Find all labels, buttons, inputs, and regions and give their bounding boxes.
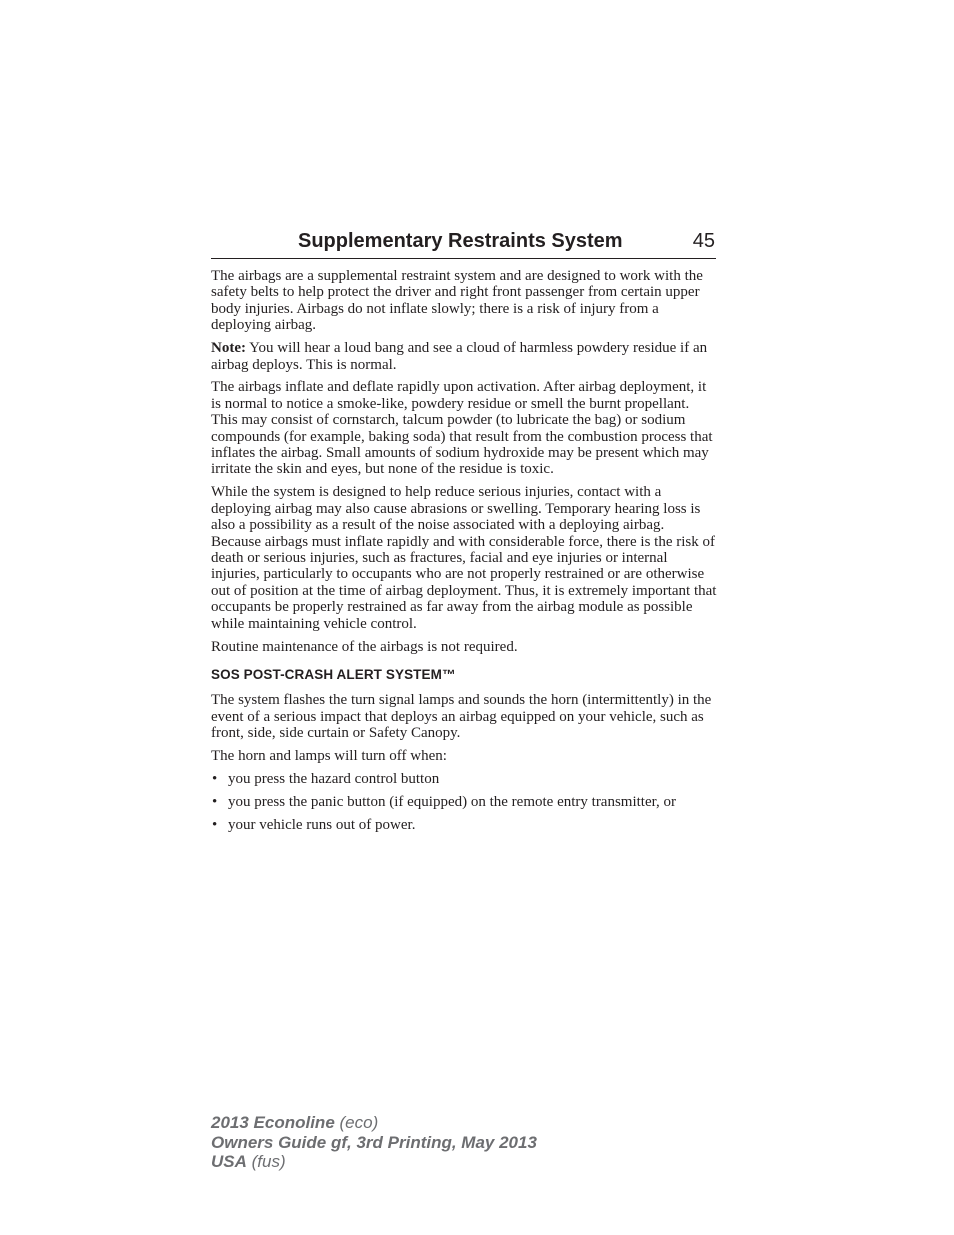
- bullet-icon: •: [212, 793, 218, 810]
- page-header: [211, 228, 716, 259]
- list-item-text: you press the panic button (if equipped) on the remote entry transmitter, or: [228, 793, 677, 810]
- paragraph-airbag-deployment: The airbags inflate and deflate rapidly upon activation. After airbag deployment, it is normal to notice a smoke-like, powdery residue or smell the burnt propellant. This may consist of cornstarch, talcum powder (to lubricate the bag) or sodium compounds (for example, baking soda) that result from the combustion process that inflates the airbag. Small amounts of sodium hydroxide may be present which may irritate the skin and eyes, but none of the residue is toxic.: [211, 379, 713, 478]
- footer-market-code: (fus): [246, 1152, 286, 1171]
- page-number: 45: [692, 230, 715, 252]
- sos-heading: SOS POST-CRASH ALERT SYSTEM™: [211, 666, 456, 682]
- paragraph-maintenance: Routine maintenance of the airbags is not required.: [211, 638, 518, 655]
- paragraph-sos-description: The system flashes the turn signal lamps and sounds the horn (intermittently) in the event of a serious impact that deploys an airbag equipped on your vehicle, such as front, side, side curtain or Safety Canopy.: [211, 692, 712, 742]
- paragraph-turn-off-intro: The horn and lamps will turn off when:: [211, 748, 447, 765]
- footer-guide-line: [211, 1133, 537, 1153]
- note-label: Note:: [211, 340, 246, 357]
- footer-model-code: (eco): [334, 1113, 379, 1132]
- footer-guide: Owners Guide gf, 3rd Printing, May 2013: [211, 1132, 537, 1152]
- note-text: You will hear a loud bang and see a cloud of harmless powdery residue if an airbag deploys. This is normal.: [211, 340, 708, 373]
- footer-market: USA: [211, 1152, 247, 1171]
- bullet-icon: •: [212, 816, 218, 833]
- list-item: [211, 817, 717, 833]
- list-item: [211, 771, 717, 787]
- list-item-text: you press the hazard control button: [228, 770, 440, 787]
- page-content: [211, 268, 717, 840]
- paragraph-note: [211, 340, 717, 373]
- bullet-icon: •: [212, 770, 218, 787]
- list-item: [211, 794, 717, 810]
- list-item-text: your vehicle runs out of power.: [228, 816, 416, 833]
- footer-model-line: [211, 1113, 537, 1133]
- section-title: Supplementary Restraints System: [298, 230, 623, 252]
- paragraph-injury-warning: While the system is designed to help reduce serious injuries, contact with a deploying airbag may also cause abrasions or swelling. Temporary hearing loss is also a possibility as a result of the noise associated with a deploying airbag. Because airbags must inflate rapidly and with considerable force, there is the risk of death or serious injuries, such as fractures, facial and eye injuries or internal injuries, particularly to occupants who are not properly restrained or are otherwise out of position at the time of airbag deployment. Thus, it is extremely important that occupants be properly restrained as far away from the airbag module as possible while maintaining vehicle control.: [211, 484, 717, 632]
- footer-model: 2013 Econoline: [211, 1113, 335, 1132]
- paragraph-airbag-intro: The airbags are a supplemental restraint system and are designed to work with the safety belts to help protect the driver and right front passenger from certain upper body injuries. Airbags do not inflate slowly; there is a risk of injury from a deploying airbag.: [211, 268, 703, 334]
- page-footer: [211, 1113, 537, 1172]
- footer-market-line: [211, 1152, 537, 1172]
- turn-off-list: [211, 771, 717, 833]
